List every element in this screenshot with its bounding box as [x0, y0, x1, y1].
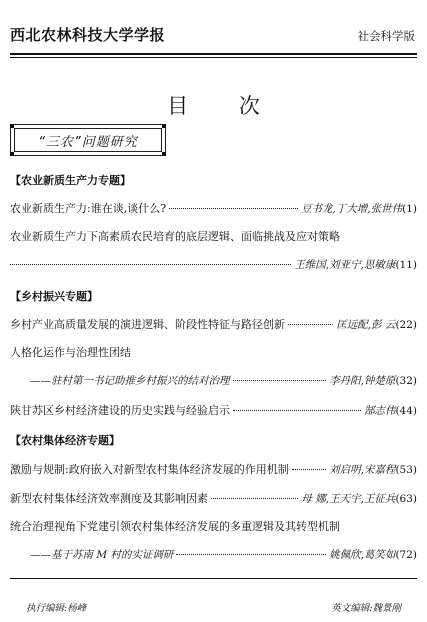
- entry-title: 陕甘苏区乡村经济建设的历史实践与经验启示: [10, 404, 230, 417]
- toc-entry[interactable]: [10, 461, 417, 477]
- entry-authors: 李丹阳,钟楚原: [329, 375, 396, 387]
- entry-page: (32): [395, 375, 417, 387]
- executive-editor: 执行编辑:杨峰: [26, 603, 87, 614]
- dot-leader: [288, 323, 333, 325]
- dot-leader: [169, 207, 298, 209]
- header-rule-thick: [10, 53, 417, 55]
- toc-entry[interactable]: [10, 402, 417, 418]
- section-heading: 【农业新质生产力专题】: [10, 174, 131, 187]
- footer-rule: [10, 578, 417, 579]
- section-heading: 【乡村振兴专题】: [10, 290, 98, 303]
- dot-leader: [211, 497, 298, 499]
- toc-entry[interactable]: [10, 316, 417, 332]
- entry-authors: 匡远配,彭 云: [336, 319, 396, 331]
- entry-authors: 豆书龙,丁大增,张世伟: [300, 203, 403, 215]
- entry-title: 乡村产业高质量发展的演进逻辑、阶段性特征与路径创新: [10, 318, 285, 331]
- entry-title: 新型农村集体经济效率测度及其影响因素: [10, 492, 208, 505]
- toc-entry[interactable]: [10, 490, 417, 506]
- toc-entry[interactable]: [10, 257, 417, 272]
- journal-title: 西北农林科技大学学报: [10, 26, 166, 44]
- corner-ornament: [162, 124, 166, 128]
- page-header: [10, 18, 417, 44]
- entry-page: (22): [395, 319, 417, 331]
- entry-page: (72): [395, 549, 417, 561]
- entry-authors: 王维国,刘亚宁,思敏康: [294, 259, 396, 271]
- edition-label: 社会科学版: [357, 29, 415, 43]
- toc-entry[interactable]: [10, 200, 417, 216]
- section-heading: 【农村集体经济专题】: [10, 434, 120, 447]
- entry-page: (11): [395, 259, 417, 271]
- entry-title: 激励与规制:政府嵌入对新型农村集体经济发展的作用机制: [10, 463, 289, 476]
- column-banner-label: “三农”问题研究: [14, 128, 162, 152]
- entry-title: 农业新质生产力:谁在谈,谈什么?: [10, 202, 167, 215]
- dot-leader: [233, 409, 361, 411]
- dot-leader: [292, 468, 326, 470]
- entry-page: (63): [395, 493, 417, 505]
- corner-ornament: [162, 152, 166, 156]
- toc-title: 目 次: [167, 94, 282, 118]
- toc-entry-title[interactable]: 人格化运作与治理性团结: [10, 346, 131, 359]
- entry-page: (1): [402, 203, 417, 215]
- toc-entry[interactable]: [30, 373, 417, 388]
- toc-entry[interactable]: [30, 547, 417, 562]
- dot-leader: [176, 553, 326, 555]
- dot-leader: [10, 263, 291, 265]
- toc-entry-title[interactable]: 统合治理视角下党建引领农村集体经济发展的多重逻辑及其转型机制: [10, 520, 340, 533]
- column-banner: [10, 124, 166, 156]
- header-rule-thin: [10, 57, 417, 58]
- entry-page: (53): [395, 464, 417, 476]
- corner-ornament: [10, 152, 14, 156]
- toc-entry-title[interactable]: 农业新质生产力下高素质农民培育的底层逻辑、面临挑战及应对策略: [10, 230, 340, 243]
- dot-leader: [233, 379, 327, 381]
- english-editor: 英文编辑:魏景刚: [331, 603, 401, 614]
- entry-authors: 刘启明,宋嘉程: [329, 464, 396, 476]
- entry-page: (44): [395, 405, 417, 417]
- entry-authors: 姚佩欣,葛笑如: [329, 549, 396, 561]
- entry-authors: 母 娜,王天宇,王征兵: [301, 493, 396, 505]
- entry-subtitle: ——驻村第一书记助推乡村振兴的结对治理: [30, 375, 230, 387]
- entry-authors: 郜志伟: [363, 405, 396, 417]
- entry-subtitle: ——基于苏南 M 村的实证调研: [30, 549, 174, 561]
